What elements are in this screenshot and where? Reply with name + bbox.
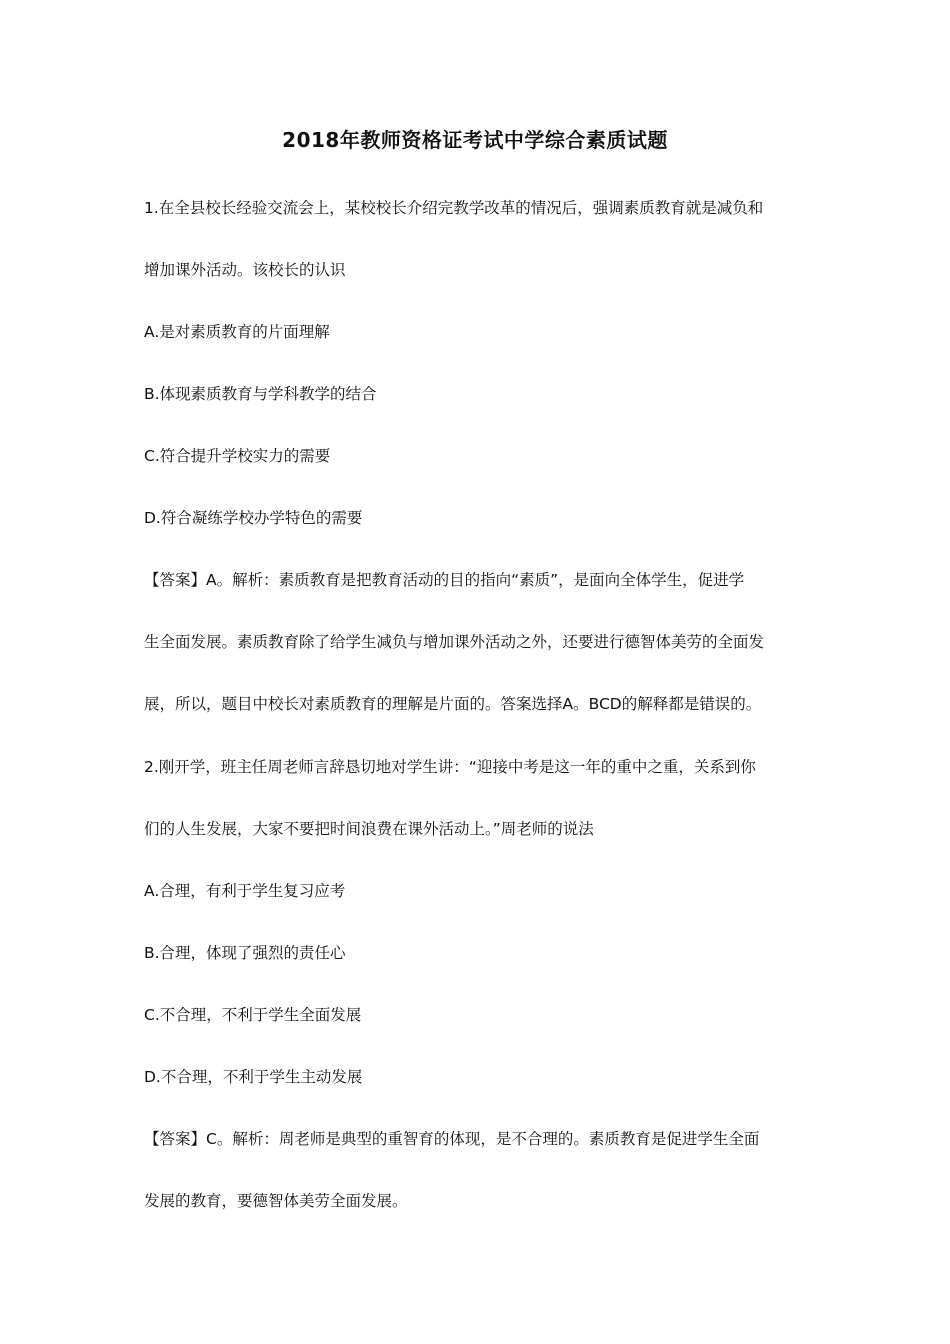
question-2-stem-line-2: 们的人生发展，大家不要把时间浪费在课外活动上。”周老师的说法 xyxy=(144,820,594,838)
document-title: 2018年教师资格证考试中学综合素质试题 xyxy=(282,128,668,152)
question-2-answer-line-2: 发展的教育，要德智体美劳全面发展。 xyxy=(144,1192,408,1210)
question-1-answer-line-3: 展，所以，题目中校长对素质教育的理解是片面的。答案选择A。BCD的解释都是错误的。 xyxy=(144,695,762,713)
question-1-stem-line-1: 1.在全县校长经验交流会上，某校校长介绍完教学改革的情况后，强调素质教育就是减负和 xyxy=(144,199,764,217)
question-1-option-b: B.体现素质教育与学科教学的结合 xyxy=(144,385,377,403)
question-2-option-a: A.合理，有利于学生复习应考 xyxy=(144,882,346,900)
question-1-stem-line-2: 增加课外活动。该校长的认识 xyxy=(144,261,346,279)
question-1-answer-line-1: 【答案】A。解析：素质教育是把教育活动的目的指向“素质”，是面向全体学生，促进学 xyxy=(144,571,745,589)
question-2-option-b: B.合理，体现了强烈的责任心 xyxy=(144,944,346,962)
question-2-option-c: C.不合理，不利于学生全面发展 xyxy=(144,1006,362,1024)
question-1-option-a: A.是对素质教育的片面理解 xyxy=(144,323,330,341)
question-2-answer-line-1: 【答案】C。解析：周老师是典型的重智育的体现，是不合理的。素质教育是促进学生全面 xyxy=(144,1130,760,1148)
question-1-answer-line-2: 生全面发展。素质教育除了给学生减负与增加课外活动之外，还要进行德智体美劳的全面发 xyxy=(144,633,765,651)
question-2-stem-line-1: 2.刚开学，班主任周老师言辞恳切地对学生讲：“迎接中考是这一年的重中之重，关系到你 xyxy=(144,758,756,776)
question-1-option-c: C.符合提升学校实力的需要 xyxy=(144,447,331,465)
question-2-option-d: D.不合理，不利于学生主动发展 xyxy=(144,1068,363,1086)
question-1-option-d: D.符合凝练学校办学特色的需要 xyxy=(144,509,363,527)
